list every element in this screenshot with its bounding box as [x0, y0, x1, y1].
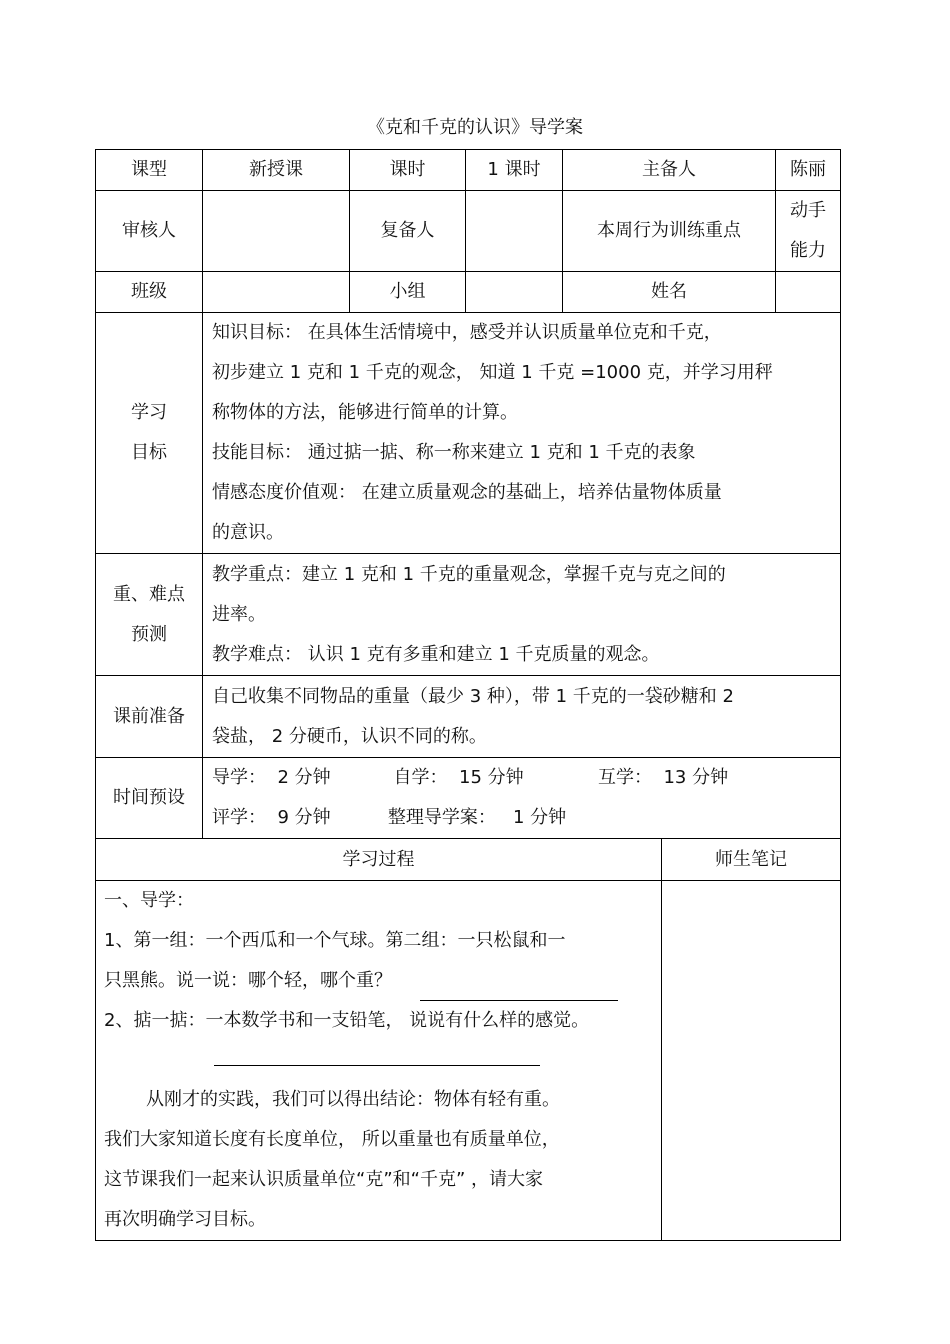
cell-group-value — [466, 272, 563, 313]
process-conclusion-line: 从刚才的实践，我们可以得出结论：物体有轻有重。 — [146, 1089, 560, 1110]
time-plan-line: 评学： 9 分钟 整理导学案： 1 分钟 — [212, 807, 567, 828]
objectives-label-line-1: 学习 — [131, 402, 167, 423]
keypoints-label-line-2: 预测 — [131, 623, 167, 645]
cell-reviewer-value — [203, 191, 350, 272]
keypoints-line: 教学难点： 认识 1 克有多重和建立 1 千克质量的观念。 — [212, 643, 660, 665]
preparation-content — [203, 676, 841, 758]
keypoints-content — [203, 554, 841, 676]
objectives-line: 称物体的方法，能够进行简单的计算。 — [212, 402, 518, 423]
process-question-1-line-1: 1、第一组：一个西瓜和一个气球。第二组：一只松鼠和一 — [104, 930, 566, 951]
header-row-2 — [96, 191, 841, 272]
process-question-1-line-2 — [104, 961, 655, 1001]
header-row-3 — [96, 272, 841, 313]
time-plan-line: 导学： 2 分钟 自学： 15 分钟 互学： 13 分钟 — [212, 767, 729, 788]
objectives-line: 情感态度价值观： 在建立质量观念的基础上，培养估量物体质量 — [212, 482, 722, 503]
cell-co-preparer-label: 复备人 — [350, 191, 466, 272]
notes-column-header: 师生笔记 — [662, 839, 841, 881]
time-plan-content — [203, 758, 841, 839]
cell-lesson-type-value: 新授课 — [203, 150, 350, 191]
cell-name-label: 姓名 — [563, 272, 776, 313]
objectives-label-line-2: 目标 — [131, 442, 167, 463]
objectives-content — [203, 313, 841, 554]
objectives-row — [96, 313, 841, 554]
keypoints-label-line-1: 重、难点 — [113, 583, 185, 605]
cell-class-value — [203, 272, 350, 313]
cell-weekly-focus-label: 本周行为训练重点 — [563, 191, 776, 272]
cell-class-label: 班级 — [96, 272, 203, 313]
time-plan-label: 时间预设 — [96, 758, 203, 839]
cell-weekly-focus-value: 动手能力 — [776, 191, 841, 272]
objectives-line: 技能目标： 通过掂一掂、称一称来建立 1 克和 1 千克的表象 — [212, 442, 696, 463]
cell-lead-preparer-label: 主备人 — [563, 150, 776, 191]
process-body-row — [96, 881, 841, 1241]
cell-name-value — [776, 272, 841, 313]
preparation-line: 自己收集不同物品的重量（最少 3 种），带 1 千克的一袋砂糖和 2 — [212, 685, 734, 707]
time-plan-row — [96, 758, 841, 839]
keypoints-line: 教学重点：建立 1 克和 1 千克的重量观念，掌握千克与克之间的 — [212, 563, 726, 585]
notes-area[interactable] — [662, 881, 841, 1241]
header-row-1 — [96, 150, 841, 191]
cell-periods-label: 课时 — [350, 150, 466, 191]
cell-periods-value: 1 课时 — [466, 150, 563, 191]
preparation-line: 袋盐， 2 分硬币，认识不同的称。 — [212, 725, 487, 747]
cell-reviewer-label: 审核人 — [96, 191, 203, 272]
keypoints-line: 进率。 — [212, 603, 266, 625]
process-header-row — [96, 839, 841, 881]
cell-lead-preparer-value: 陈丽 — [776, 150, 841, 191]
cell-lesson-type-label: 课型 — [96, 150, 203, 191]
process-conclusion-line: 再次明确学习目标。 — [104, 1209, 266, 1230]
process-section-title: 一、导学： — [104, 890, 194, 911]
process-conclusion-line: 我们大家知道长度有长度单位， 所以重量也有质量单位， — [104, 1129, 560, 1150]
preparation-label: 课前准备 — [96, 676, 203, 758]
objectives-line: 知识目标： 在具体生活情境中，感受并认识质量单位克和千克， — [212, 322, 722, 343]
objectives-line: 初步建立 1 克和 1 千克的观念， 知道 1 千克 =1000 克，并学习用秤 — [212, 362, 773, 383]
cell-co-preparer-value — [466, 191, 563, 272]
process-conclusion-line: 这节课我们一起来认识质量单位“克”和“千克” ，请大家 — [104, 1169, 544, 1190]
answer-blank-1[interactable] — [420, 974, 618, 1001]
lesson-plan-table — [95, 149, 841, 1241]
keypoints-row — [96, 554, 841, 676]
process-content — [96, 881, 662, 1241]
process-column-header: 学习过程 — [96, 839, 662, 881]
preparation-row — [96, 676, 841, 758]
keypoints-label — [96, 554, 203, 676]
page-title: 《克和千克的认识》导学案 — [367, 117, 583, 138]
objectives-line: 的意识。 — [212, 522, 284, 543]
process-question-2: 2、掂一掂：一本数学书和一支铅笔， 说说有什么样的感觉。 — [104, 1010, 590, 1031]
cell-group-label: 小组 — [350, 272, 466, 313]
process-question-1-text: 只黑熊。说一说：哪个轻，哪个重？ — [104, 970, 392, 991]
objectives-label — [96, 313, 203, 554]
answer-blank-2[interactable] — [214, 1041, 540, 1066]
